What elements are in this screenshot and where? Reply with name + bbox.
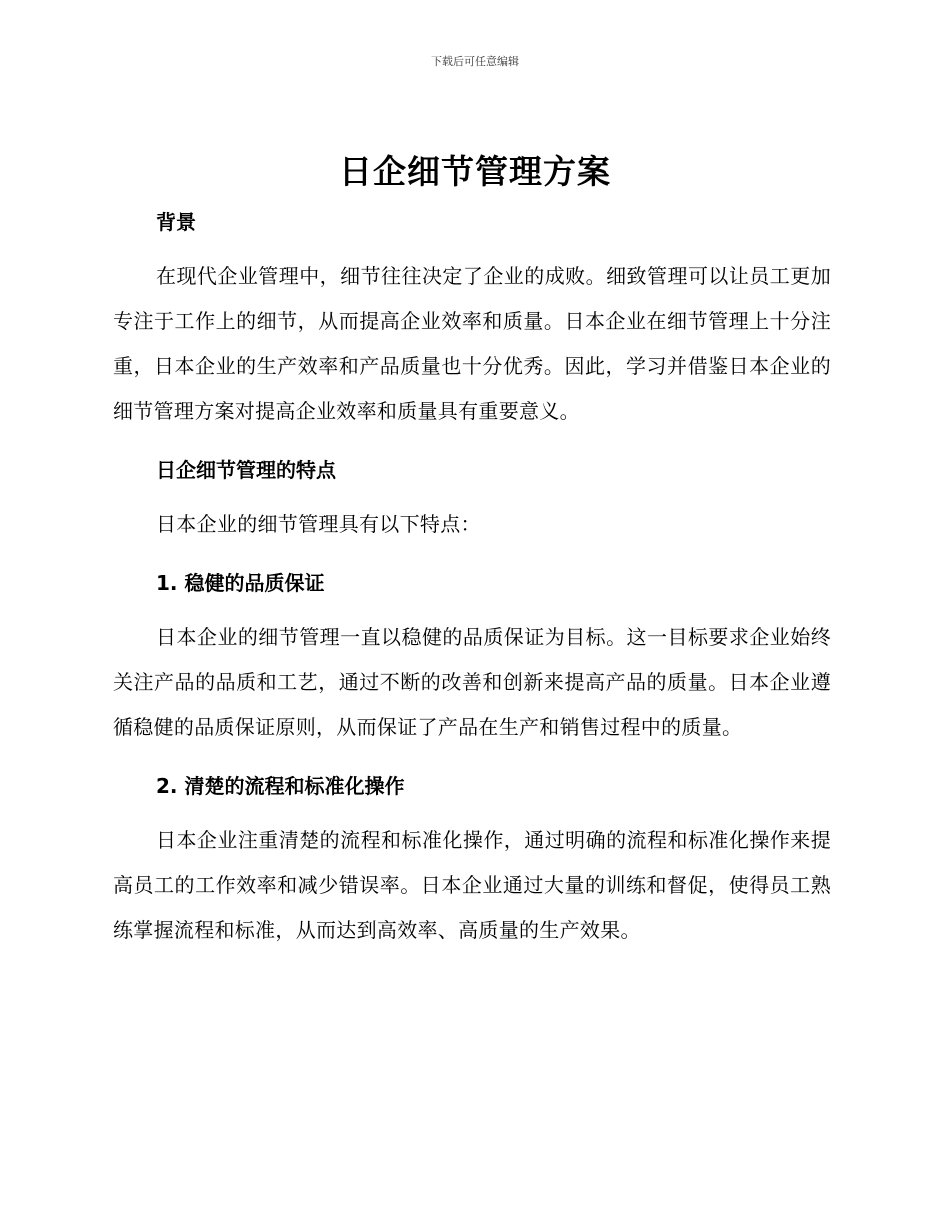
paragraph-item-1: 日本企业的细节管理一直以稳健的品质保证为目标。这一目标要求企业始终关注产品的品质和工艺，通过不断的改善和创新来提高产品的质量。日本企业遵循稳健的品质保证原则，从而保证了产品在生产和销售过程中的质量。 [113,625,831,739]
paragraph-background: 在现代企业管理中，细节往往决定了企业的成败。细致管理可以让员工更加专注于工作上的细节，从而提高企业效率和质量。日本企业在细节管理上十分注重，日本企业的生产效率和产品质量也十分优秀。因此，学习并借鉴日本企业的细节管理方案对提高企业效率和质量具有重要意义。 [113,264,831,423]
subheading-item-2: 2. 清楚的流程和标准化操作 [156,774,405,798]
subheading-item-1: 1. 稳健的品质保证 [156,571,325,595]
section-heading-features: 日企细节管理的特点 [156,458,336,482]
paragraph-item-2: 日本企业注重清楚的流程和标准化操作，通过明确的流程和标准化操作来提高员工的工作效率和减少错误率。日本企业通过大量的训练和督促，使得员工熟练掌握流程和标准，从而达到高效率、高质量的生产效果。 [113,828,831,942]
header-note: 下载后可任意编辑 [431,55,519,68]
document-body [113,204,831,953]
section-heading-background: 背景 [156,210,196,234]
paragraph-features-intro: 日本企业的细节管理具有以下特点： [156,512,481,536]
document-title: 日企细节管理方案 [339,152,611,191]
